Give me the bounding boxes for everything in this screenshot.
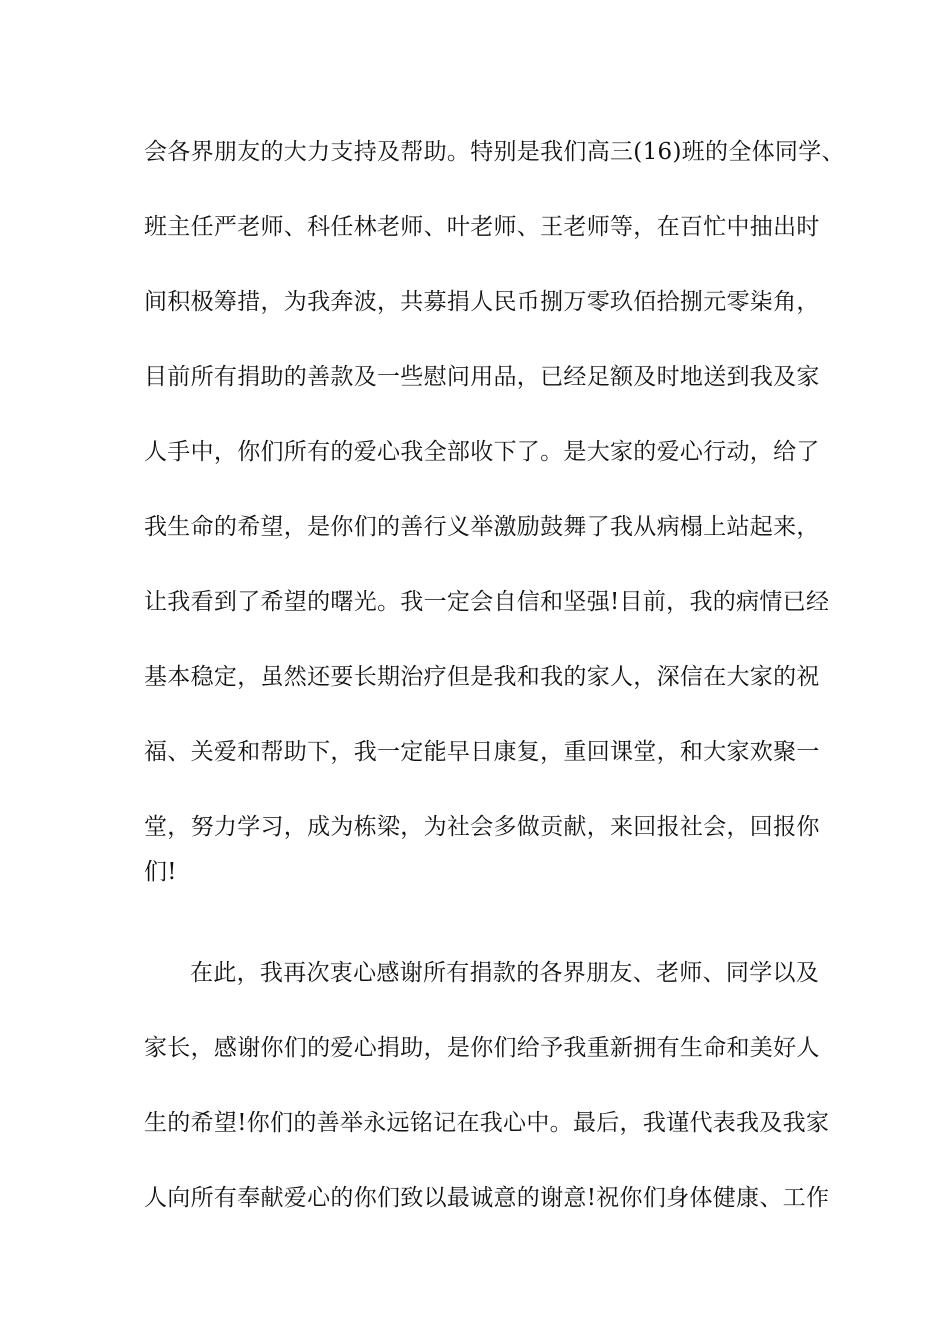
text-line: 班主任严老师、科任林老师、叶老师、王老师等，在百忙中抽出时	[144, 214, 820, 240]
text-line: 让我看到了希望的曙光。我一定会自信和坚强!目前，我的病情已经	[144, 589, 830, 615]
paragraph-first-line: 在此，我再次衷心感谢所有捐款的各界朋友、老师、同学以及	[190, 960, 820, 986]
text-line: 堂，努力学习，成为栋梁，为社会多做贡献，来回报社会，回报你	[144, 814, 820, 840]
text-line: 我生命的希望，是你们的善行义举激励鼓舞了我从病榻上站起来，	[144, 514, 820, 540]
text-line: 间积极筹措，为我奔波，共募捐人民币捌万零玖佰拾捌元零柒角，	[144, 289, 820, 315]
text-line: 会各界朋友的大力支持及帮助。特别是我们高三(16)班的全体同学、	[144, 139, 845, 165]
text-line: 生的希望!你们的善举永远铭记在我心中。最后，我谨代表我及我家	[144, 1110, 830, 1136]
text-line: 基本稳定，虽然还要长期治疗但是我和我的家人，深信在大家的祝	[144, 664, 820, 690]
text-line: 人手中，你们所有的爱心我全部收下了。是大家的爱心行动，给了	[144, 439, 820, 465]
text-line: 家长，感谢你们的爱心捐助，是你们给予我重新拥有生命和美好人	[144, 1035, 820, 1061]
text-line: 人向所有奉献爱心的你们致以最诚意的谢意!祝你们身体健康、工作	[144, 1185, 830, 1211]
text-line: 福、关爱和帮助下，我一定能早日康复，重回课堂，和大家欢聚一	[144, 739, 820, 765]
text-line: 们!	[144, 859, 177, 885]
text-line: 目前所有捐助的善款及一些慰问用品，已经足额及时地送到我及家	[144, 364, 820, 390]
